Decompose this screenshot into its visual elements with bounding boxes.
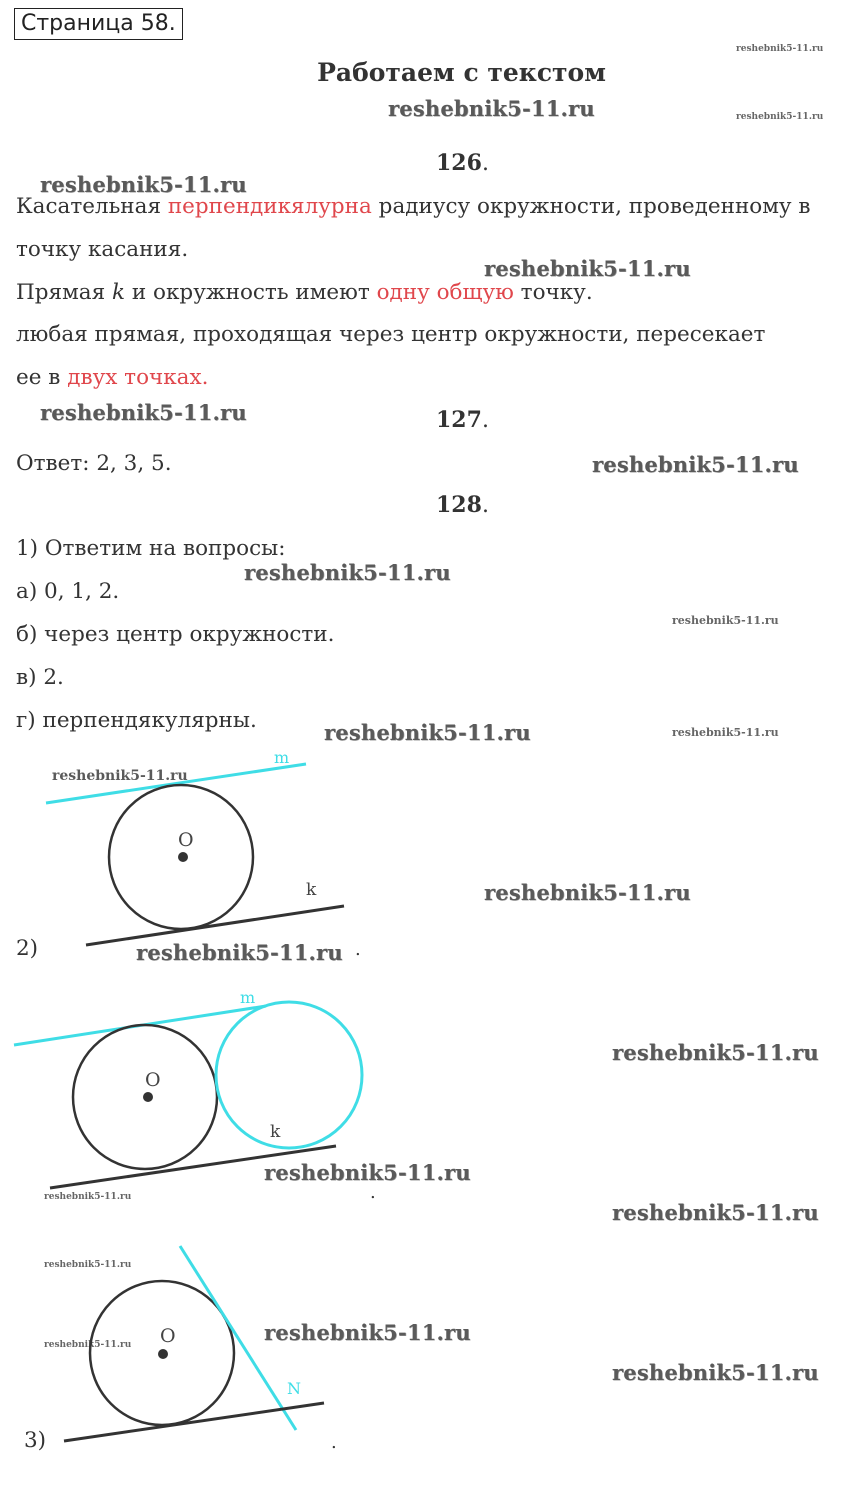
watermark: reshebnik5-11.ru xyxy=(484,256,691,281)
tangent-line-m xyxy=(46,764,306,803)
watermark: reshebnik5-11.ru xyxy=(612,1040,819,1065)
figure-3 xyxy=(64,1246,337,1453)
tangent-line-bottom xyxy=(64,1403,324,1441)
task128-intro: 1) Ответим на вопросы: xyxy=(16,536,286,561)
task128-answer-a: а) 0, 1, 2. xyxy=(16,579,120,604)
watermark: reshebnik5-11.ru xyxy=(264,1160,471,1185)
task126-line5: ее в двух точках. xyxy=(16,365,209,390)
task-number-126: 126. xyxy=(436,150,489,176)
task126-line3: Прямая k и окружность имеют одну общую точку. xyxy=(16,280,593,305)
watermark: reshebnik5-11.ru xyxy=(672,614,779,627)
watermark: reshebnik5-11.ru xyxy=(612,1200,819,1225)
watermark: reshebnik5-11.ru xyxy=(44,1260,132,1270)
watermark: reshebnik5-11.ru xyxy=(612,1360,819,1385)
watermark: reshebnik5-11.ru xyxy=(40,172,247,197)
task-number-127: 127. xyxy=(436,407,489,433)
label-m: m xyxy=(240,988,256,1007)
label-o: O xyxy=(178,829,194,851)
part-2-label: 2) xyxy=(16,936,39,961)
label-k: k xyxy=(270,1122,281,1142)
watermark: reshebnik5-11.ru xyxy=(484,880,691,905)
tangent-line-k xyxy=(86,906,344,945)
task127-answer: Ответ: 2, 3, 5. xyxy=(16,451,172,476)
watermark: reshebnik5-11.ru xyxy=(136,940,343,965)
highlight-red: перпендикялурна xyxy=(167,194,372,219)
tangent-line-n xyxy=(180,1246,296,1430)
center-point xyxy=(178,852,188,862)
label-o: O xyxy=(145,1069,161,1091)
task128-answer-b: б) через центр окружности. xyxy=(16,622,335,647)
page-number-label: Страница 58. xyxy=(14,8,183,40)
watermark: reshebnik5-11.ru xyxy=(672,726,779,739)
watermark: reshebnik5-11.ru xyxy=(388,96,595,121)
label-k: k xyxy=(306,880,317,900)
task-number-128: 128. xyxy=(436,492,489,518)
figure-1 xyxy=(46,748,361,960)
watermark: reshebnik5-11.ru xyxy=(44,1340,132,1350)
watermark: reshebnik5-11.ru xyxy=(52,768,188,784)
task126-line1: Касательная перпендикялурна радиусу окружности, проведенному в xyxy=(16,194,811,219)
watermark: reshebnik5-11.ru xyxy=(264,1320,471,1345)
circle-cyan xyxy=(216,1002,362,1148)
highlight-red: одну общую xyxy=(376,280,514,305)
task126-line4: любая прямая, проходящая через центр окружности, пересекает xyxy=(16,322,766,347)
label-n: N xyxy=(287,1379,301,1398)
section-title: Работаем с текстом xyxy=(317,58,606,87)
center-point xyxy=(158,1349,168,1359)
dot: . xyxy=(331,1432,337,1453)
highlight-red: двух точках. xyxy=(67,365,209,390)
task128-answer-v: в) 2. xyxy=(16,665,64,690)
part-3-label: 3) xyxy=(24,1428,47,1453)
watermark: reshebnik5-11.ru xyxy=(244,560,451,585)
watermark: reshebnik5-11.ru xyxy=(324,720,531,745)
label-o: O xyxy=(160,1325,176,1347)
watermark: reshebnik5-11.ru xyxy=(40,400,247,425)
watermark: reshebnik5-11.ru xyxy=(736,44,824,54)
watermark: reshebnik5-11.ru xyxy=(44,1192,132,1202)
task126-line2: точку касания. xyxy=(16,237,189,262)
watermark: reshebnik5-11.ru xyxy=(592,452,799,477)
dot: . xyxy=(355,939,361,960)
label-m: m xyxy=(274,748,290,767)
dot: . xyxy=(370,1182,376,1203)
task128-answer-g: г) перпендякулярны. xyxy=(16,708,257,733)
figure-2 xyxy=(14,988,376,1203)
center-point xyxy=(143,1092,153,1102)
watermark: reshebnik5-11.ru xyxy=(736,112,824,122)
